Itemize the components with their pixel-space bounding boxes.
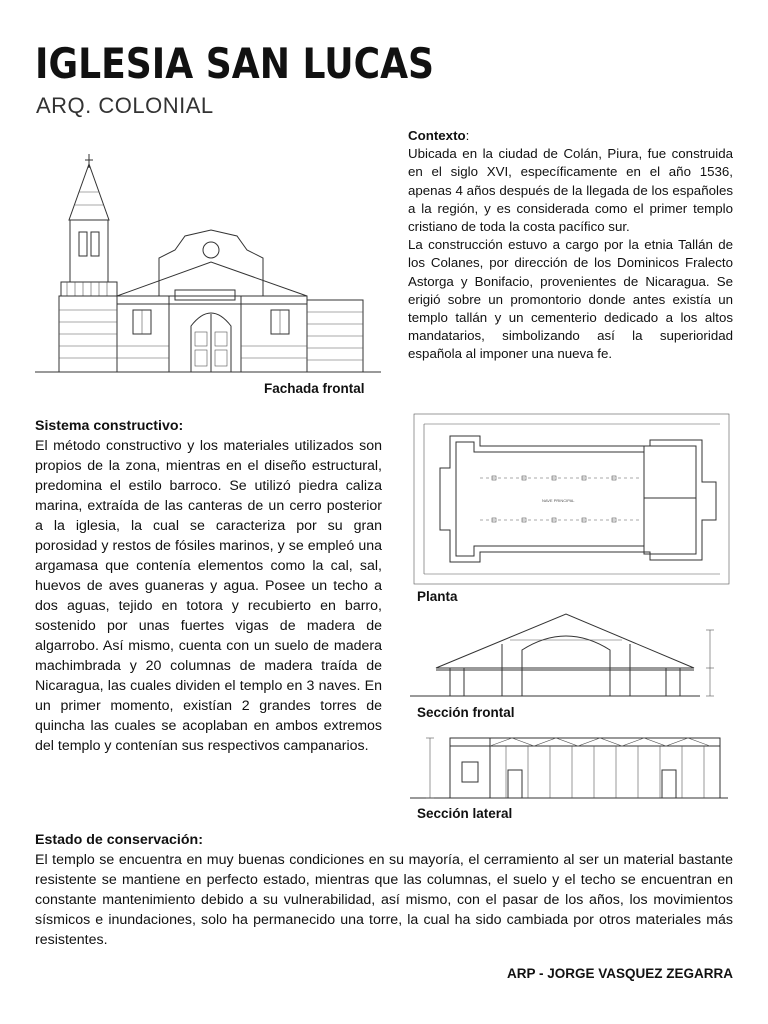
author-credit: ARP - JORGE VASQUEZ ZEGARRA xyxy=(506,966,733,981)
seccion-frontal-caption: Sección frontal xyxy=(417,705,515,720)
contexto-paragraph-1: Ubicada en la ciudad de Colán, Piura, fue construida en el siglo XVI, específicamente en el año 1536, apenas 4 años después de la llegada de los españoles a la región, y es considerada como el primer templo cristiano de toda la costa pacífico sur. xyxy=(408,146,733,235)
page-title: IGLESIA SAN LUCAS xyxy=(35,39,435,88)
sistema-section xyxy=(35,416,382,756)
sistema-paragraph: El método constructivo y los materiales utilizados son propios de la zona, mientras en el diseño estructural, predomina el estilo barroco. Se utilizó piedra caliza marina, extraída de las canteras de un cerro posterior a la iglesia, la cual se caracteriza por su gran porosidad y restos de fósiles marinos, y se empleó una argamasa que contenía elementos como la cal, sal, huevos de aves guaneras y agua. Posee un techo a dos aguas, tejido en totora y recubierto en barro, sostenido por unas fuertes vigas de madera de algarrobo. Así mismo, cuenta con un suelo de madera machimbrada y 20 columnas de madera traída de Nicaragua, las cuales dividen el templo en 3 naves. En un primer momento, existían 2 grandes torres de quincha las cuales se acoplaban en ambos extremos del templo y contenían sus respectivos campanarios. xyxy=(35,438,382,754)
seccion-lateral-caption: Sección lateral xyxy=(417,806,513,821)
sistema-heading: Sistema constructivo: xyxy=(35,418,184,434)
seccion-lateral-drawing xyxy=(410,726,733,804)
contexto-section xyxy=(408,127,733,364)
planta-caption: Planta xyxy=(417,589,458,604)
estado-heading: Estado de conservación: xyxy=(35,832,203,848)
fachada-caption: Fachada frontal xyxy=(264,381,365,396)
contexto-paragraph-2: La construcción estuvo a cargo por la etnia Tallán de los Colanes, por dirección de los Dominicos Fralecto Astorga y Bonifacio, provenientes de Nicaragua. Se erigió sobre un promontorio donde antes existía un templo tallán y un cementerio dedicado a los altos mandatarios, simbolizando así la superioridad española al imponer una nueva fe. xyxy=(408,237,733,362)
contexto-heading: Contexto xyxy=(408,128,466,143)
planta-room-label: NAVE PRINCIPAL xyxy=(542,498,575,503)
estado-section xyxy=(35,830,733,950)
page-subtitle: ARQ. COLONIAL xyxy=(36,93,214,118)
estado-paragraph: El templo se encuentra en muy buenas condiciones en su mayoría, el cerramiento al ser un material bastante resistente se mantiene en perfecto estado, mientras que las columnas, el suelo y el techo se encuentran en constante mantenimiento debido a su vulnerabilidad, así mismo, con el pasar de los años, los movimientos sísmicos e inundaciones, solo ha permanecido una torre, la cual ha sido cambiada por otros materiales más resistentes. xyxy=(35,852,733,948)
fachada-frontal-drawing xyxy=(35,150,383,378)
seccion-frontal-drawing xyxy=(410,608,733,700)
contexto-colon: : xyxy=(465,128,470,143)
planta-drawing xyxy=(410,410,733,588)
